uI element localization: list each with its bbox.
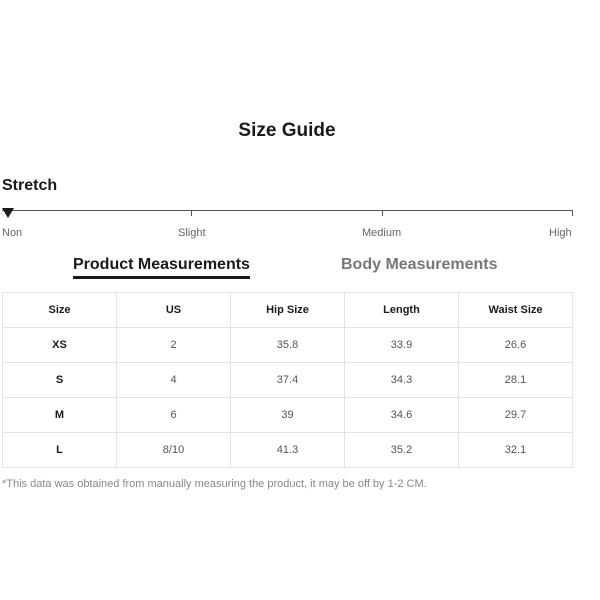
stretch-level-high: High: [549, 227, 572, 239]
tab-body-measurements[interactable]: Body Measurements: [341, 256, 498, 273]
table-cell-waist-size: 26.6: [459, 328, 573, 363]
table-row: [3, 433, 573, 468]
column-header-waist-size: Waist Size: [459, 293, 573, 328]
table-cell-us: 4: [117, 363, 231, 398]
table-cell-size: XS: [3, 328, 117, 363]
table-cell-length: 34.3: [345, 363, 459, 398]
stretch-level-non: Non: [2, 227, 23, 239]
column-header-us: US: [117, 293, 231, 328]
stretch-tick-slight: [191, 210, 192, 216]
table-row: [3, 328, 573, 363]
stretch-label: Stretch: [2, 177, 58, 194]
table-header-row: [3, 293, 573, 328]
page-title: Size Guide: [238, 120, 336, 141]
table-cell-hip-size: 39: [231, 398, 345, 433]
table-cell-length: 33.9: [345, 328, 459, 363]
table-cell-hip-size: 35.8: [231, 328, 345, 363]
table-cell-hip-size: 37.4: [231, 363, 345, 398]
stretch-level-medium: Medium: [362, 227, 402, 239]
table-cell-waist-size: 32.1: [459, 433, 573, 468]
table-cell-us: 2: [117, 328, 231, 363]
table-cell-hip-size: 41.3: [231, 433, 345, 468]
tab-product-measurements[interactable]: Product Measurements: [73, 256, 250, 279]
table-cell-waist-size: 29.7: [459, 398, 573, 433]
column-header-size: Size: [3, 293, 117, 328]
column-header-length: Length: [345, 293, 459, 328]
size-table: [2, 292, 573, 468]
table-cell-size: M: [3, 398, 117, 433]
table-cell-size: L: [3, 433, 117, 468]
table-cell-length: 34.6: [345, 398, 459, 433]
stretch-scale-line: [2, 210, 573, 211]
table-cell-waist-size: 28.1: [459, 363, 573, 398]
table-row: [3, 398, 573, 433]
column-header-hip-size: Hip Size: [231, 293, 345, 328]
table-cell-us: 6: [117, 398, 231, 433]
table-cell-us: 8/10: [117, 433, 231, 468]
table-row: [3, 363, 573, 398]
table-cell-length: 35.2: [345, 433, 459, 468]
stretch-tick-medium: [382, 210, 383, 216]
stretch-marker-icon: [2, 208, 14, 218]
stretch-tick-high: [572, 210, 573, 216]
stretch-level-slight: Slight: [178, 227, 206, 239]
measurement-footnote: *This data was obtained from manually measuring the product, it may be off by 1-2 CM.: [2, 478, 427, 490]
table-cell-size: S: [3, 363, 117, 398]
